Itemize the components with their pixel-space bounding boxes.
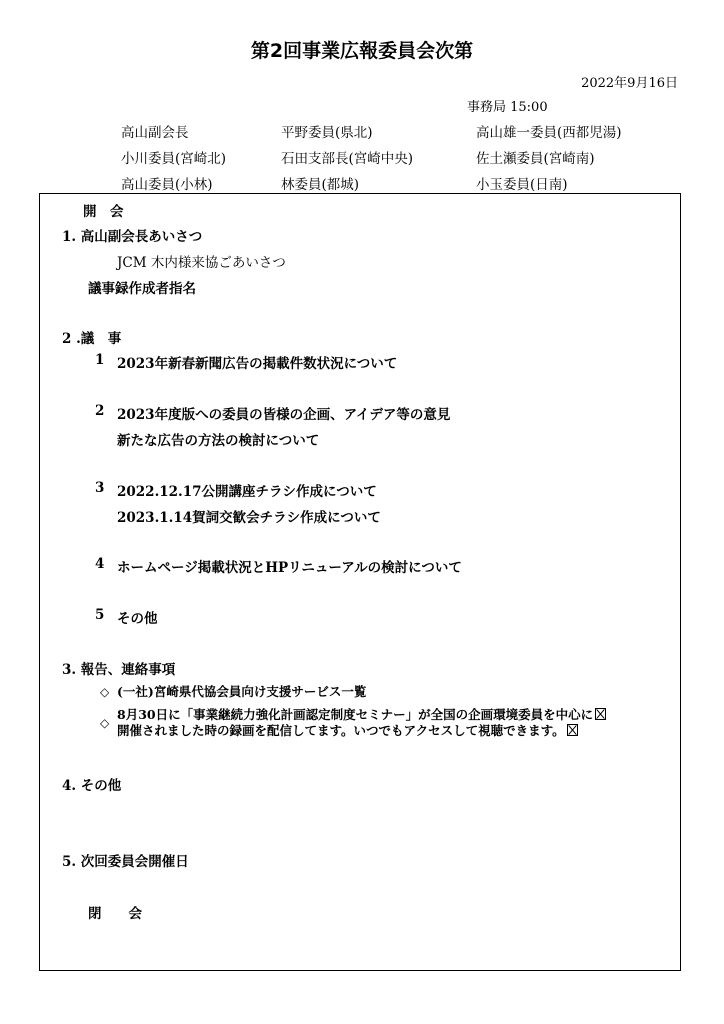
closing-label: 閉 会 — [88, 906, 142, 922]
attendee: 石田支部長(宮崎中央) — [281, 151, 414, 167]
agenda-item-text: 2023年度版への委員の皆様の企画、アイデア等の意見 — [117, 407, 451, 423]
section-5-heading: 5. 次回委員会開催日 — [62, 854, 189, 870]
section-1-heading: 1. 高山副会長あいさつ — [62, 229, 203, 245]
attendee: 高山委員(小林) — [121, 177, 213, 193]
opening-label: 開 会 — [83, 204, 124, 220]
agenda-item-text: ホームページ掲載状況とHPリニューアルの検討について — [117, 560, 462, 576]
boxed-x-icon — [595, 708, 606, 720]
document-date: 2022年9月16日 — [581, 76, 678, 91]
agenda-item-text: 新たな広告の方法の検討について — [117, 433, 320, 449]
attendee: 高山副会長 — [121, 125, 189, 141]
section-1-minutes: 議事録作成者指名 — [88, 281, 196, 297]
agenda-item-number: 4 — [95, 556, 105, 572]
agenda-item-text: その他 — [117, 611, 158, 627]
diamond-bullet-icon: ◇ — [100, 685, 110, 699]
report-item-2-line1 — [117, 707, 606, 723]
office-time: 事務局 15:00 — [467, 100, 548, 115]
report-item-1: (一社)宮崎県代協会員向け支援サービス一覧 — [117, 684, 367, 699]
agenda-item-text: 2023.1.14賀詞交歓会チラシ作成について — [117, 510, 381, 526]
agenda-item-number: 2 — [95, 403, 105, 419]
attendee: 佐土瀬委員(宮崎南) — [476, 151, 595, 167]
report-item-2-text: 8月30日に「事業継続力強化計画認定制度セミナー」が全国の企画環境委員を中心に — [117, 707, 594, 722]
section-4-heading: 4. その他 — [62, 778, 122, 794]
section-2-heading: 2 .議 事 — [62, 331, 122, 347]
section-1-greeting: JCM 木内様来協ごあいさつ — [117, 255, 286, 271]
attendee: 平野委員(県北) — [281, 125, 373, 141]
agenda-item-number: 3 — [95, 480, 105, 496]
attendee: 小玉委員(日南) — [476, 177, 568, 193]
report-item-2-text: 開催されました時の録画を配信してます。いつでもアクセスして視聴できます。 — [117, 723, 565, 738]
diamond-bullet-icon: ◇ — [100, 716, 110, 730]
report-item-2-line2 — [117, 723, 578, 739]
attendee: 小川委員(宮崎北) — [121, 151, 227, 167]
agenda-item-text: 2023年新春新聞広告の掲載件数状況について — [117, 356, 398, 372]
agenda-item-number: 5 — [95, 607, 105, 623]
attendee: 林委員(都城) — [281, 177, 360, 193]
agenda-item-text: 2022.12.17公開講座チラシ作成について — [117, 484, 377, 500]
agenda-item-number: 1 — [95, 352, 105, 368]
boxed-x-icon — [567, 724, 578, 736]
section-3-heading: 3. 報告、連絡事項 — [62, 662, 176, 678]
page-title: 第2回事業広報委員会次第 — [250, 40, 474, 62]
attendee: 高山雄一委員(西都児湯) — [476, 125, 622, 141]
